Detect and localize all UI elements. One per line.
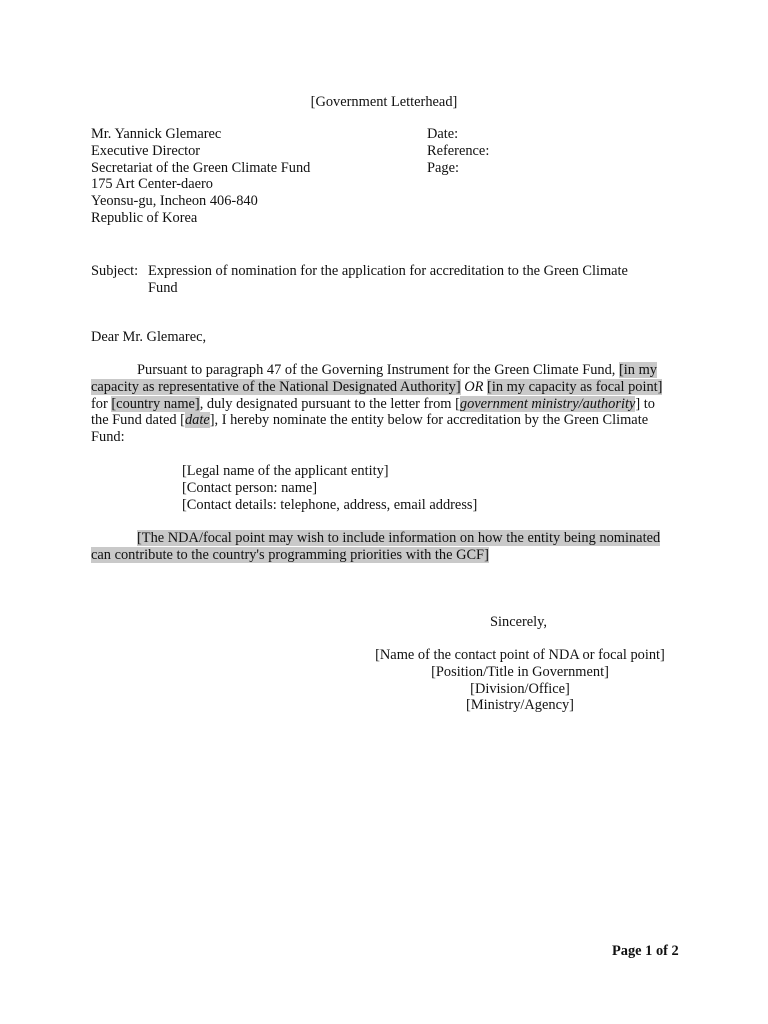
body-line-1 [91,362,662,379]
body-line-3 [91,396,662,413]
subject-label: Subject: [91,263,139,279]
subject-line-1: Expression of nomination for the application for accreditation to the Green Climate [148,263,628,279]
closing: Sincerely, [490,614,548,630]
or-word: OR [464,378,484,395]
body-line-4 [91,412,662,429]
recipient-name: Mr. Yannick Glemarec [91,126,222,142]
body-text: to [643,395,655,412]
reference-label: Reference: [427,142,490,159]
subject-line-2: Fund [148,279,178,296]
page-number: Page 1 of 2 [612,943,679,959]
entity-legal-name: [Legal name of the applicant entity] [182,463,389,479]
bracket: [ [455,395,460,412]
nda-note-paragraph [91,530,660,564]
country-name-placeholder: [country name] [111,395,200,412]
body-paragraph [91,362,662,446]
date-label: Date: [427,126,459,142]
signatory-name: [Name of the contact point of NDA or focal point] [375,647,665,663]
letterhead-placeholder: [Government Letterhead] [310,94,458,110]
signatory-position: [Position/Title in Government] [431,663,609,680]
body-line-2 [91,379,662,396]
body-text: for [91,395,108,412]
note-line-2 [91,547,660,564]
nda-placeholder: [in my [619,362,657,378]
entity-details-block [182,463,477,513]
entity-contact-person: [Contact person: name] [182,479,318,496]
recipient-city: Yeonsu-gu, Incheon 406-840 [91,193,258,210]
note-text: [The NDA/focal point may wish to include information on how the entity being nominated [137,530,661,546]
recipient-country: Republic of Korea [91,209,198,226]
bracket: ] [209,412,215,429]
entity-contact-details: [Contact details: telephone, address, email address] [182,496,478,513]
salutation: Dear Mr. Glemarec, [91,329,207,345]
ministry-placeholder: government ministry/authority [459,395,636,412]
page-label: Page: [427,159,459,176]
bracket: ] [635,395,641,412]
body-line-5: Fund: [91,429,125,446]
recipient-street: 175 Art Center-daero [91,176,213,193]
bracket: [ [180,412,185,429]
letter-meta-block [427,126,489,176]
body-text: , I hereby nominate the entity below for accreditation by the Green Climate [214,412,649,429]
focal-point-placeholder: [in my capacity as focal point] [487,378,663,395]
recipient-organization: Secretariat of the Green Climate Fund [91,159,311,176]
body-text: Pursuant to paragraph 47 of the Governing Instrument for the Green Climate Fund, [137,362,616,378]
recipient-title: Executive Director [91,142,201,159]
recipient-address-block [91,126,310,227]
subject-text [148,263,628,297]
date-placeholder: date [184,412,210,429]
signatory-division: [Division/Office] [470,680,570,697]
body-text: the Fund dated [91,412,177,429]
nda-placeholder-cont: capacity as representative of the National Designated Authority] [91,378,461,395]
signatory-ministry: [Ministry/Agency] [466,697,574,714]
body-text: , duly designated pursuant to the letter from [199,395,452,412]
note-line-1 [91,530,660,547]
note-text: can contribute to the country's programming priorities with the GCF] [91,546,489,563]
signature-block [340,647,700,714]
